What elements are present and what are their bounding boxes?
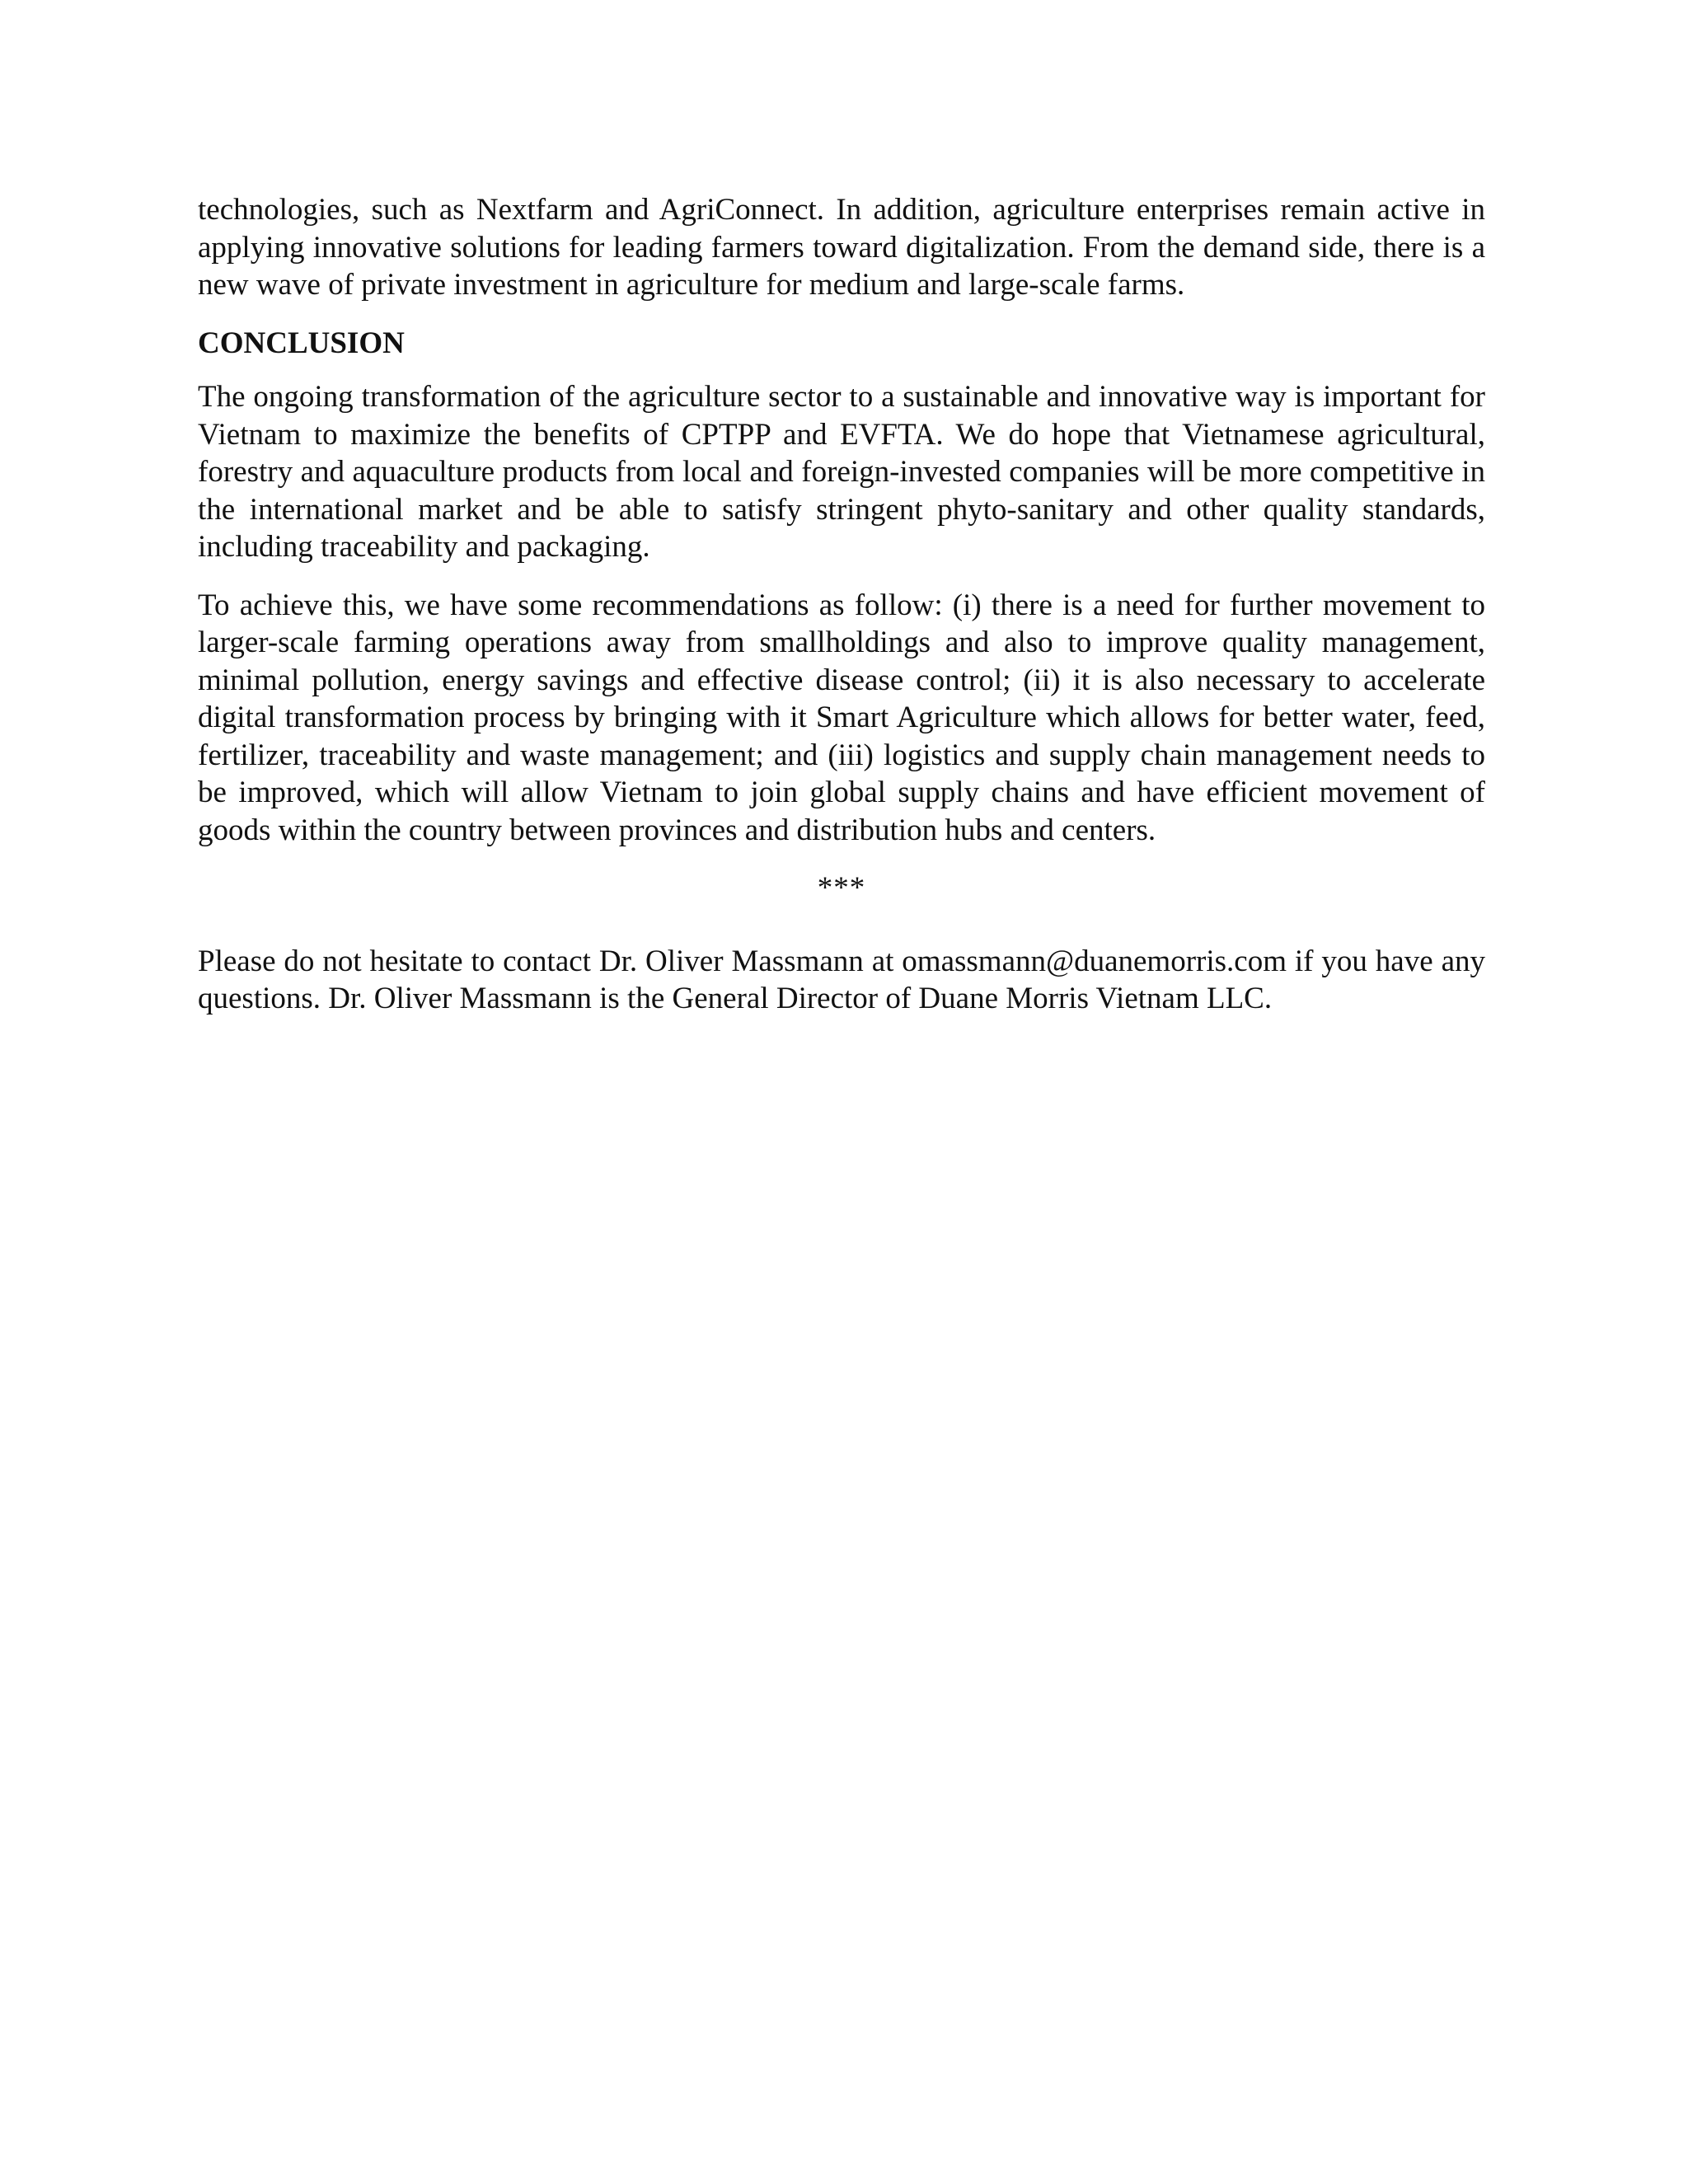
conclusion-paragraph-1: The ongoing transformation of the agriculture sector to a sustainable and innovative way is important for Vietnam to maximize the benefits of CPTPP and EVFTA. We do hope that Vietnamese agricultural, forestry and aquaculture products from local and foreign-invested companies will be more competitive in the international market and be able to satisfy stringent phyto-sanitary and other quality standards, including traceability and packaging. (198, 380, 1485, 564)
section-separator: *** (817, 871, 866, 905)
contact-paragraph: Please do not hesitate to contact Dr. Oliver Massmann at omassmann@duanemorris.com if you have any questions. Dr. Oliver Massmann is the General Director of Duane Morris Vietnam LLC. (198, 944, 1485, 1015)
intro-paragraph: technologies, such as Nextfarm and AgriConnect. In addition, agriculture enterprises remain active in applying innovative solutions for leading farmers toward digitalization. From the demand side, there is a new wave of private investment in agriculture for medium and large-scale farms. (198, 193, 1485, 302)
conclusion-paragraph-2: To achieve this, we have some recommendations as follow: (i) there is a need for further movement to larger-scale farming operations away from smallholdings and also to improve quality management, minimal pollution, energy savings and effective disease control; (ii) it is also necessary to accelerate digital transformation process by bringing with it Smart Agriculture which allows for better water, feed, fertilizer, traceability and waste management; and (iii) logistics and supply chain management needs to be improved, which will allow Vietnam to join global supply chains and have efficient movement of goods within the country between provinces and distribution hubs and centers. (198, 588, 1485, 847)
conclusion-heading: CONCLUSION (198, 326, 405, 360)
document-body (198, 191, 1485, 1038)
